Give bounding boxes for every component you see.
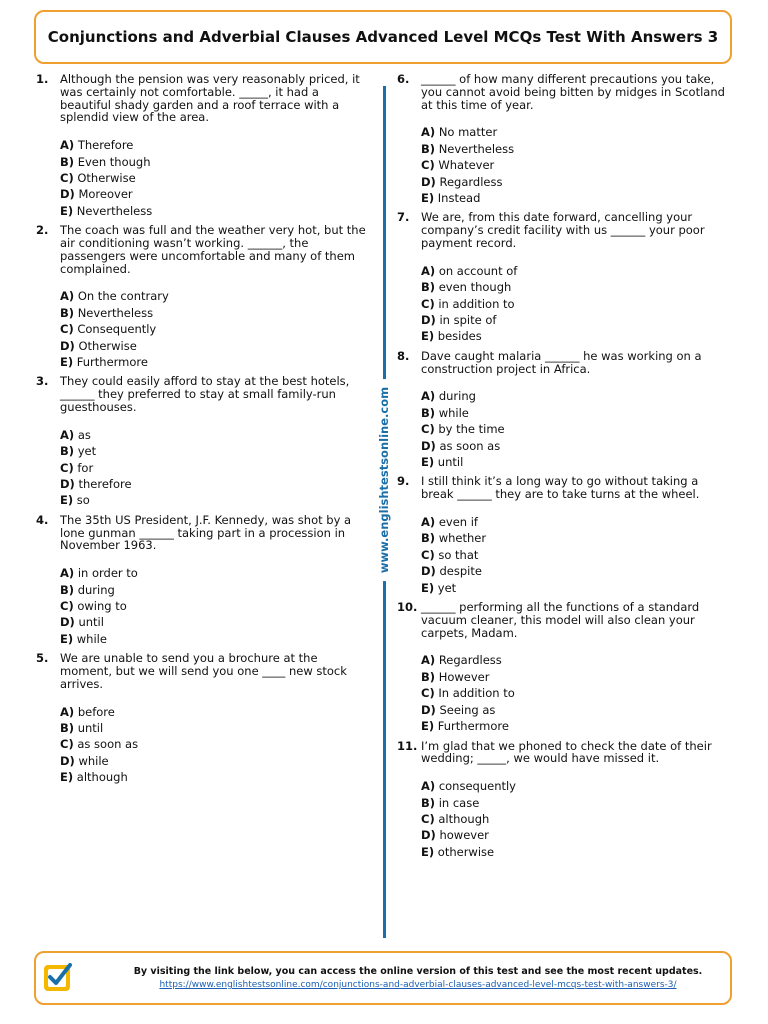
answer-option[interactable] (421, 421, 732, 437)
option-letter: D) (421, 438, 436, 453)
option-text: however (439, 828, 489, 843)
answer-option[interactable] (421, 547, 732, 563)
answer-option[interactable] (60, 582, 368, 598)
question-text: The 35th US President, J.F. Kennedy, was shot by a lone gunman ______ taking part in a procession in November 1963. (60, 512, 352, 553)
question-number: 7. (397, 210, 410, 225)
option-text: Whatever (438, 158, 495, 173)
answer-option[interactable] (421, 279, 732, 295)
option-text: yet (77, 444, 97, 459)
answer-option[interactable] (60, 170, 368, 186)
option-text: Even though (77, 154, 151, 169)
option-text: Furthermore (437, 719, 509, 734)
question-body (60, 224, 368, 370)
option-letter: E) (421, 719, 435, 734)
option-letter: B) (421, 795, 436, 810)
option-text: so that (438, 547, 479, 562)
answer-option[interactable] (421, 454, 732, 470)
option-text: therefore (78, 477, 132, 492)
option-letter: B) (60, 721, 75, 736)
questions-left-column (36, 73, 368, 791)
option-text: owing to (77, 599, 127, 614)
question-item (36, 652, 368, 785)
option-letter: C) (421, 547, 435, 562)
option-letter: A) (421, 389, 436, 404)
answer-option[interactable] (60, 354, 368, 370)
answer-option[interactable] (60, 321, 368, 337)
option-text: as soon as (77, 737, 139, 752)
option-letter: B) (421, 141, 436, 156)
option-text: Nevertheless (77, 305, 154, 320)
question-text: I’m glad that we phoned to check the date of their wedding; _____, we would have missed it. (421, 738, 712, 766)
answer-option[interactable] (421, 174, 732, 190)
question-text: Although the pension was very reasonably priced, it was certainly not comfortable. _____, it had a beautiful shady garden and a roof terrace with a splendid view of the area. (60, 72, 360, 125)
question-number: 1. (36, 72, 49, 86)
option-letter: E) (421, 191, 435, 206)
option-text: Consequently (77, 322, 157, 337)
question-number: 10. (397, 600, 418, 615)
option-text: until (437, 455, 464, 470)
option-text: Instead (437, 191, 481, 206)
answer-option[interactable] (421, 795, 732, 811)
answer-option[interactable] (60, 736, 368, 752)
option-text: Nevertheless (438, 141, 515, 156)
option-text: Otherwise (77, 171, 136, 185)
answer-option[interactable] (421, 263, 732, 279)
option-letter: A) (60, 704, 75, 719)
option-text: on account of (438, 263, 518, 278)
option-text: before (77, 704, 115, 719)
option-text: Therefore (77, 138, 134, 153)
option-letter: C) (421, 296, 435, 311)
question-item (36, 514, 368, 647)
question-body (421, 350, 732, 471)
question-text: We are, from this date forward, cancelling your company’s credit facility with us ______ your poor payment record. (421, 210, 705, 251)
question-number: 9. (397, 474, 410, 489)
answer-option[interactable] (60, 476, 368, 492)
option-letter: A) (421, 263, 436, 278)
option-text: consequently (438, 779, 516, 794)
answer-option[interactable] (60, 427, 368, 443)
option-text: for (77, 460, 94, 475)
option-letter: D) (60, 615, 75, 630)
option-letter: D) (421, 564, 436, 579)
question-body (421, 211, 732, 344)
option-letter: A) (60, 566, 75, 581)
option-text: in spite of (439, 313, 497, 328)
answer-option[interactable] (60, 186, 368, 202)
option-text: despite (439, 564, 482, 579)
option-letter: D) (60, 187, 75, 202)
option-letter: A) (60, 289, 75, 304)
answer-option[interactable] (60, 443, 368, 459)
question-text: They could easily afford to stay at the best hotels, ______ they preferred to stay at small family-run guesthouses. (60, 374, 350, 415)
answer-option[interactable] (60, 769, 368, 785)
footer-link[interactable]: https://www.englishtestsonline.com/conjunctions-and-adverbial-clauses-advanced-level-mcqs-test-with-answers-3/ (159, 980, 677, 990)
question-body (421, 740, 732, 861)
answer-option[interactable] (421, 844, 732, 860)
option-text: On the contrary (77, 289, 169, 304)
option-letter: B) (60, 444, 75, 459)
question-body (60, 652, 368, 785)
answer-option[interactable] (421, 811, 732, 827)
option-letter: B) (60, 582, 75, 597)
option-letter: B) (421, 280, 436, 295)
answer-option[interactable] (421, 778, 732, 794)
option-letter: B) (60, 154, 75, 169)
question-text: Dave caught malaria ______ he was working on a construction project in Africa. (421, 348, 702, 376)
answer-option[interactable] (60, 460, 368, 476)
checkbox-icon (42, 961, 74, 993)
option-text: in order to (77, 566, 138, 581)
questions-right-column (397, 73, 732, 865)
answer-option[interactable] (60, 203, 368, 219)
option-letter: C) (60, 171, 74, 185)
option-text: while (438, 405, 469, 420)
option-letter: C) (421, 422, 435, 437)
option-text: Furthermore (76, 355, 148, 370)
answer-option[interactable] (421, 388, 732, 404)
option-letter: A) (421, 653, 436, 668)
answer-option[interactable] (60, 704, 368, 720)
answer-option[interactable] (421, 124, 732, 140)
question-body (421, 73, 732, 206)
answer-option[interactable] (421, 157, 732, 173)
question-body (60, 73, 368, 219)
answer-option[interactable] (421, 530, 732, 546)
option-letter: D) (60, 338, 75, 353)
option-letter: D) (60, 477, 75, 492)
option-text: while (76, 631, 107, 646)
option-text: No matter (438, 125, 498, 140)
question-body (60, 514, 368, 647)
option-text: during (438, 389, 476, 404)
option-text: as (77, 427, 91, 442)
option-letter: B) (60, 305, 75, 320)
option-letter: C) (421, 158, 435, 173)
option-letter: D) (421, 313, 436, 328)
option-text: until (77, 721, 104, 736)
question-item (36, 224, 368, 370)
question-item (397, 740, 732, 861)
option-text: otherwise (437, 844, 495, 859)
question-item (397, 601, 732, 734)
answer-option[interactable] (421, 827, 732, 843)
option-letter: D) (421, 702, 436, 717)
option-text: yet (437, 580, 457, 595)
answer-option[interactable] (421, 328, 732, 344)
answer-option[interactable] (421, 514, 732, 530)
option-letter: D) (421, 174, 436, 189)
answer-option[interactable] (60, 631, 368, 647)
question-text: ______ of how many different precautions you take, you cannot avoid being bitten by midges in Scotland at this time of year. (421, 72, 725, 112)
option-text: besides (437, 329, 482, 344)
answer-option[interactable] (421, 141, 732, 157)
option-text: even if (438, 515, 478, 530)
answer-option[interactable] (421, 296, 732, 312)
question-number: 3. (36, 374, 49, 389)
answer-option[interactable] (421, 405, 732, 421)
option-letter: B) (421, 531, 436, 546)
option-letter: B) (421, 405, 436, 420)
option-letter: C) (60, 737, 74, 752)
answer-option[interactable] (421, 312, 732, 328)
question-number: 4. (36, 512, 49, 527)
answer-option[interactable] (421, 190, 732, 206)
option-text: as soon as (439, 438, 501, 453)
option-letter: C) (421, 811, 435, 826)
option-text: by the time (438, 422, 505, 437)
question-text: We are unable to send you a brochure at the moment, but we will send you one ____ new stock arrives. (60, 651, 347, 691)
answer-option[interactable] (60, 598, 368, 614)
question-number: 11. (397, 738, 418, 753)
question-number: 2. (36, 223, 49, 238)
answer-option[interactable] (421, 652, 732, 668)
answer-option[interactable] (421, 685, 732, 701)
answer-option[interactable] (60, 154, 368, 170)
option-text: while (78, 753, 109, 768)
option-text: Nevertheless (76, 203, 153, 218)
option-letter: A) (421, 125, 436, 140)
option-letter: E) (60, 770, 74, 785)
question-item (36, 73, 368, 219)
option-letter: E) (421, 329, 435, 344)
answer-option[interactable] (421, 563, 732, 579)
answer-option[interactable] (421, 669, 732, 685)
question-item (397, 73, 732, 206)
option-letter: B) (421, 669, 436, 684)
answer-option[interactable] (60, 288, 368, 304)
question-body (60, 375, 368, 508)
answer-option[interactable] (60, 753, 368, 769)
option-text: although (76, 770, 128, 785)
option-letter: D) (60, 753, 75, 768)
option-letter: E) (421, 455, 435, 470)
option-text: Regardless (438, 653, 502, 668)
answer-option[interactable] (421, 438, 732, 454)
question-item (397, 350, 732, 471)
option-text: until (78, 615, 104, 630)
option-text: during (77, 582, 115, 597)
question-text: ______ performing all the functions of a standard vacuum cleaner, this model will also clean your carpets, Madam. (421, 600, 700, 640)
option-letter: A) (421, 779, 436, 794)
question-text: The coach was full and the weather very hot, but the air conditioning wasn’t working. ______, the passengers were uncomfortable and many of them complained. (60, 223, 366, 276)
option-letter: C) (60, 322, 74, 337)
answer-option[interactable] (60, 720, 368, 736)
option-letter: E) (421, 580, 435, 595)
option-text: Otherwise (78, 338, 137, 353)
option-letter: C) (60, 599, 74, 614)
answer-option[interactable] (421, 718, 732, 734)
answer-option[interactable] (60, 565, 368, 581)
option-text: However (438, 669, 490, 684)
question-number: 5. (36, 651, 49, 666)
option-letter: A) (60, 427, 75, 442)
option-text: although (438, 811, 490, 826)
option-letter: E) (421, 844, 435, 859)
question-item (36, 375, 368, 508)
option-letter: A) (421, 515, 436, 530)
option-letter: E) (60, 631, 74, 646)
answer-option[interactable] (60, 492, 368, 508)
option-text: whether (438, 531, 487, 546)
option-text: in case (438, 795, 480, 810)
answer-option[interactable] (60, 338, 368, 354)
question-body (421, 601, 732, 734)
footer-box (34, 951, 732, 1005)
option-letter: C) (421, 686, 435, 701)
question-item (397, 475, 732, 596)
answer-option[interactable] (421, 580, 732, 596)
side-website-label: www.englishtestsonline.com (373, 379, 395, 581)
answer-option[interactable] (60, 305, 368, 321)
option-letter: C) (60, 460, 74, 475)
footer-message: By visiting the link below, you can access the online version of this test and see the most recent updates. (133, 966, 703, 977)
option-letter: E) (60, 493, 74, 508)
option-letter: A) (60, 138, 75, 153)
question-number: 8. (397, 348, 410, 363)
option-letter: E) (60, 355, 74, 370)
option-text: in addition to (438, 296, 515, 311)
option-text: Regardless (439, 174, 503, 189)
question-body (421, 475, 732, 596)
answer-option[interactable] (421, 702, 732, 718)
option-text: even though (438, 280, 512, 295)
question-text: I still think it’s a long way to go without taking a break ______ they are to take turns at the wheel. (421, 474, 700, 502)
question-item (397, 211, 732, 344)
option-letter: E) (60, 203, 74, 218)
page-title-text: Conjunctions and Adverbial Clauses Advanced Level MCQs Test With Answers 3 (47, 27, 719, 46)
option-text: Moreover (78, 187, 133, 202)
answer-option[interactable] (60, 137, 368, 153)
option-text: Seeing as (439, 702, 496, 717)
question-number: 6. (397, 72, 410, 86)
option-text: so (76, 493, 90, 508)
option-letter: D) (421, 828, 436, 843)
answer-option[interactable] (60, 614, 368, 630)
page-title (34, 10, 732, 64)
option-text: In addition to (438, 686, 515, 701)
